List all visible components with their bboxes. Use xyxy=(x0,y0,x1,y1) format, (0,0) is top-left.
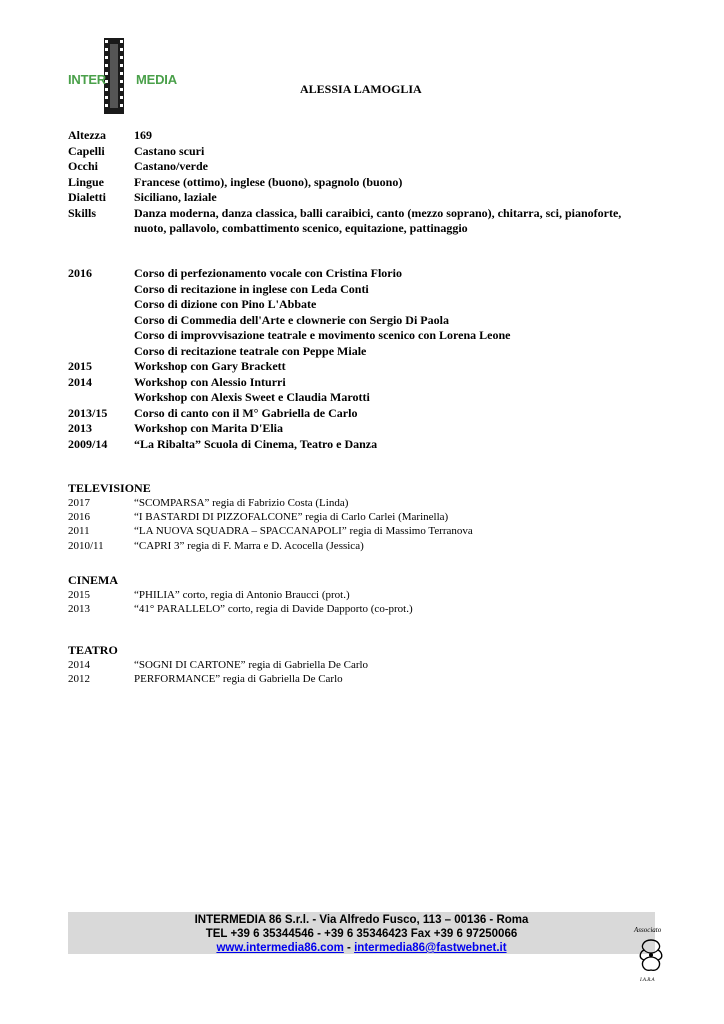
attribute-value: Siciliano, laziale xyxy=(134,190,217,204)
footer-contact-box xyxy=(68,912,655,954)
attribute-label: Occhi xyxy=(68,159,98,173)
credit-row xyxy=(68,510,668,524)
attribute-value: 169 xyxy=(134,128,152,142)
training-item: Workshop con Alexis Sweet e Claudia Marotti xyxy=(134,390,370,404)
training-item: Workshop con Alessio Inturri xyxy=(134,374,286,389)
training-year: 2013/15 xyxy=(68,405,108,420)
training-item: Corso di recitazione teatrale con Peppe Miale xyxy=(134,343,367,358)
credit-text: “SOGNI DI CARTONE” regia di Gabriella De Carlo xyxy=(134,659,369,671)
training-year: 2015 xyxy=(68,359,92,373)
credit-year: 2014 xyxy=(68,659,90,671)
section-heading: TELEVISIONE xyxy=(68,481,151,495)
training-item: Workshop con Gary Brackett xyxy=(134,359,286,373)
attribute-row xyxy=(68,144,648,160)
credit-year: 2011 xyxy=(68,525,90,538)
logo-word-right: MEDIA xyxy=(136,72,177,87)
training-row xyxy=(68,266,648,359)
credit-row xyxy=(68,658,668,672)
training-row xyxy=(68,406,648,422)
attribute-value: Castano scuri xyxy=(134,143,205,158)
training-row xyxy=(68,437,648,453)
association-sub-label: I.A.R.A xyxy=(640,978,655,983)
training-item: Corso di recitazione in inglese con Leda Conti xyxy=(134,281,369,296)
attribute-label: Capelli xyxy=(68,143,105,158)
training-row xyxy=(68,375,648,406)
training-year: 2016 xyxy=(68,266,92,280)
footer-links xyxy=(68,941,655,955)
attribute-row xyxy=(68,190,648,206)
credit-year: 2013 xyxy=(68,603,90,616)
attributes-table xyxy=(68,128,648,237)
attribute-label: Dialetti xyxy=(68,190,106,204)
credit-row xyxy=(68,524,668,538)
attribute-row xyxy=(68,159,648,175)
credit-text: “LA NUOVA SQUADRA – SPACCANAPOLI” regia di Massimo Terranova xyxy=(134,525,473,538)
credit-text: PERFORMANCE” regia di Gabriella De Carlo xyxy=(134,673,343,686)
training-item: Corso di perfezionamento vocale con Cristina Florio xyxy=(134,266,402,280)
attribute-row xyxy=(68,206,648,237)
training-item: Corso di canto con il M° Gabriella de Carlo xyxy=(134,405,358,420)
training-item: Workshop con Marita D'Elia xyxy=(134,421,284,435)
credit-row xyxy=(68,602,668,616)
logo-word-left: INTER xyxy=(68,72,107,87)
training-item: Corso di dizione con Pino L'Abbate xyxy=(134,297,317,311)
credit-row xyxy=(68,672,668,686)
attribute-value: Castano/verde xyxy=(134,159,208,173)
attribute-value: Francese (ottimo), inglese (buono), spagnolo (buono) xyxy=(134,174,403,189)
theatre-section xyxy=(68,643,668,686)
section-heading: CINEMA xyxy=(68,573,118,587)
association-label: Associato xyxy=(634,926,662,934)
association-seal xyxy=(628,926,678,986)
attribute-row xyxy=(68,128,648,144)
credit-year: 2016 xyxy=(68,511,90,524)
section-heading: TEATRO xyxy=(68,643,118,657)
footer-separator: - xyxy=(347,942,351,954)
training-year: 2014 xyxy=(68,374,92,389)
training-item: Corso di Commedia dell'Arte e clownerie con Sergio Di Paola xyxy=(134,312,449,327)
person-name: ALESSIA LAMOGLIA xyxy=(300,82,422,96)
footer-phone: TEL +39 6 35344546 - +39 6 35346423 Fax +39 6 97250066 xyxy=(205,928,518,940)
training-item: Corso di improvvisazione teatrale e movimento scenico con Lorena Leone xyxy=(134,328,511,342)
credit-text: “SCOMPARSA” regia di Fabrizio Costa (Linda) xyxy=(134,497,349,509)
credit-row xyxy=(68,496,668,510)
attribute-label: Skills xyxy=(68,205,97,220)
ornament-icon xyxy=(636,938,666,974)
training-item: “La Ribalta” Scuola di Cinema, Teatro e Danza xyxy=(134,436,378,451)
email-link[interactable]: intermedia86@fastwebnet.it xyxy=(354,942,507,954)
attribute-label: Altezza xyxy=(68,128,106,142)
website-link[interactable]: www.intermedia86.com xyxy=(216,942,344,954)
training-list xyxy=(68,266,648,452)
training-row xyxy=(68,359,648,375)
attribute-value: Danza moderna, danza classica, balli caraibici, canto (mezzo soprano), chitarra, sci, pianoforte, nuoto, pallavolo, combattimento scenico, equitazione, pattinaggio xyxy=(134,205,622,235)
training-year: 2013 xyxy=(68,421,92,435)
credit-row xyxy=(68,539,668,553)
credit-row xyxy=(68,588,668,602)
credit-text: “PHILIA” corto, regia di Antonio Braucci (prot.) xyxy=(134,589,350,601)
company-logo xyxy=(68,38,180,114)
attribute-label: Lingue xyxy=(68,174,105,189)
credit-year: 2012 xyxy=(68,673,90,686)
training-year: 2009/14 xyxy=(68,436,108,451)
credit-text: “CAPRI 3” regia di F. Marra e D. Acocella (Jessica) xyxy=(134,539,364,552)
credit-text: “41° PARALLELO” corto, regia di Davide Dapporto (co-prot.) xyxy=(134,603,413,616)
credit-year: 2017 xyxy=(68,497,90,509)
credit-year: 2015 xyxy=(68,589,90,601)
credit-text: “I BASTARDI DI PIZZOFALCONE” regia di Carlo Carlei (Marinella) xyxy=(134,511,449,524)
credit-year: 2010/11 xyxy=(68,539,104,552)
footer-address: INTERMEDIA 86 S.r.l. - Via Alfredo Fusco, 113 – 00136 - Roma xyxy=(194,914,529,926)
television-section xyxy=(68,481,668,553)
cinema-section xyxy=(68,573,668,616)
attribute-row xyxy=(68,175,648,191)
training-row xyxy=(68,421,648,437)
